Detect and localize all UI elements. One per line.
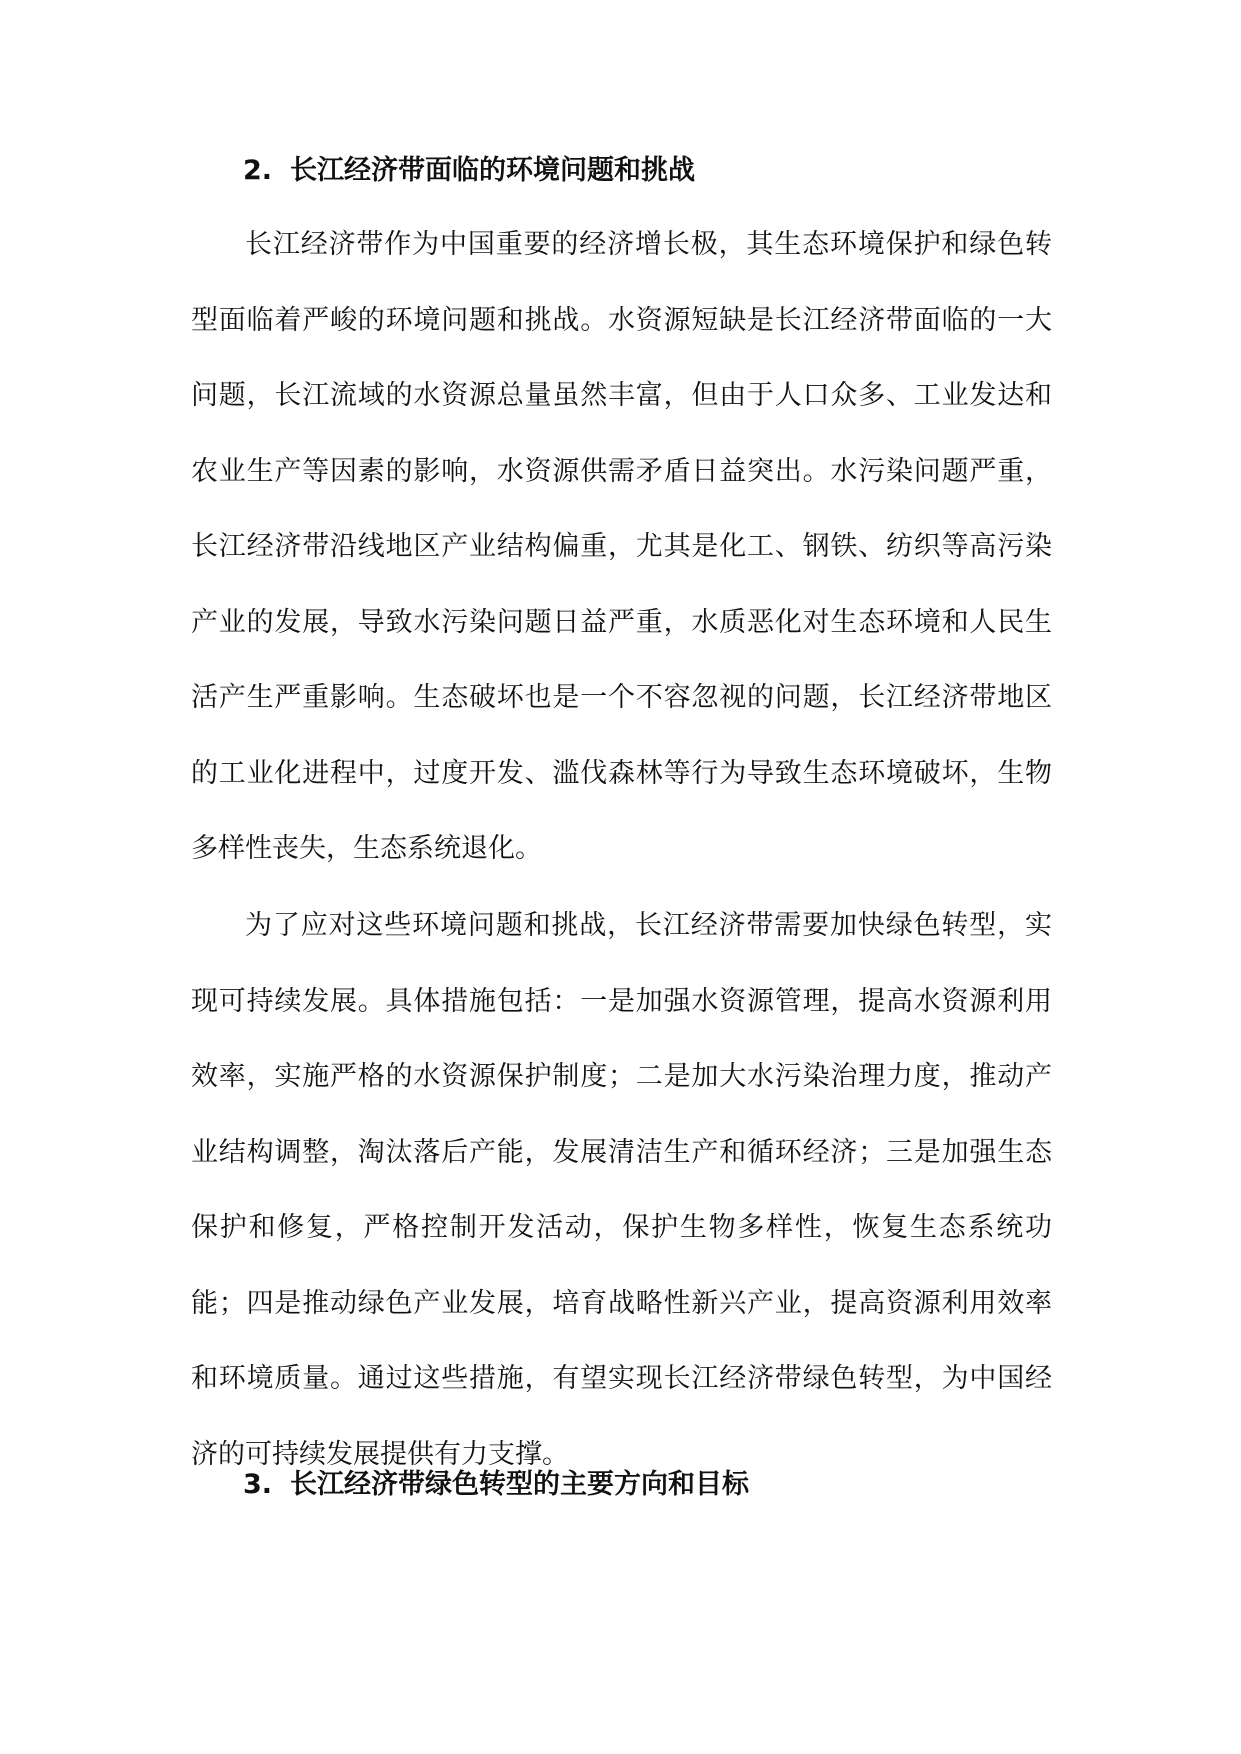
section-number: 3.: [243, 1469, 273, 1500]
section-number: 2.: [243, 155, 273, 186]
section-heading-2: [243, 151, 695, 191]
body-paragraph: 为了应对这些环境问题和挑战，长江经济带需要加快绿色转型，实现可持续发展。具体措施包括：一是加强水资源管理，提高水资源利用效率，实施严格的水资源保护制度；二是加大水污染治理力度，推动产业结构调整，淘汰落后产能，发展清洁生产和循环经济；三是加强生态保护和修复，严格控制开发活动，保护生物多样性，恢复生态系统功能；四是推动绿色产业发展，培育战略性新兴产业，提高资源利用效率和环境质量。通过这些措施，有望实现长江经济带绿色转型，为中国经济的可持续发展提供有力支撑。: [191, 910, 1052, 1470]
section-heading-3: [243, 1465, 749, 1505]
section-title: 长江经济带面临的环境问题和挑战: [290, 155, 696, 186]
section-title: 长江经济带绿色转型的主要方向和目标: [290, 1469, 750, 1500]
body-paragraph: 长江经济带作为中国重要的经济增长极，其生态环境保护和绿色转型面临着严峻的环境问题和挑战。水资源短缺是长江经济带面临的一大问题，长江流域的水资源总量虽然丰富，但由于人口众多、工业发达和农业生产等因素的影响，水资源供需矛盾日益突出。水污染问题严重，长江经济带沿线地区产业结构偏重，尤其是化工、钢铁、纺织等高污染产业的发展，导致水污染问题日益严重，水质恶化对生态环境和人民生活产生严重影响。生态破坏也是一个不容忽视的问题，长江经济带地区的工业化进程中，过度开发、滥伐森林等行为导致生态环境破坏，生物多样性丧失，生态系统退化。: [191, 229, 1052, 864]
